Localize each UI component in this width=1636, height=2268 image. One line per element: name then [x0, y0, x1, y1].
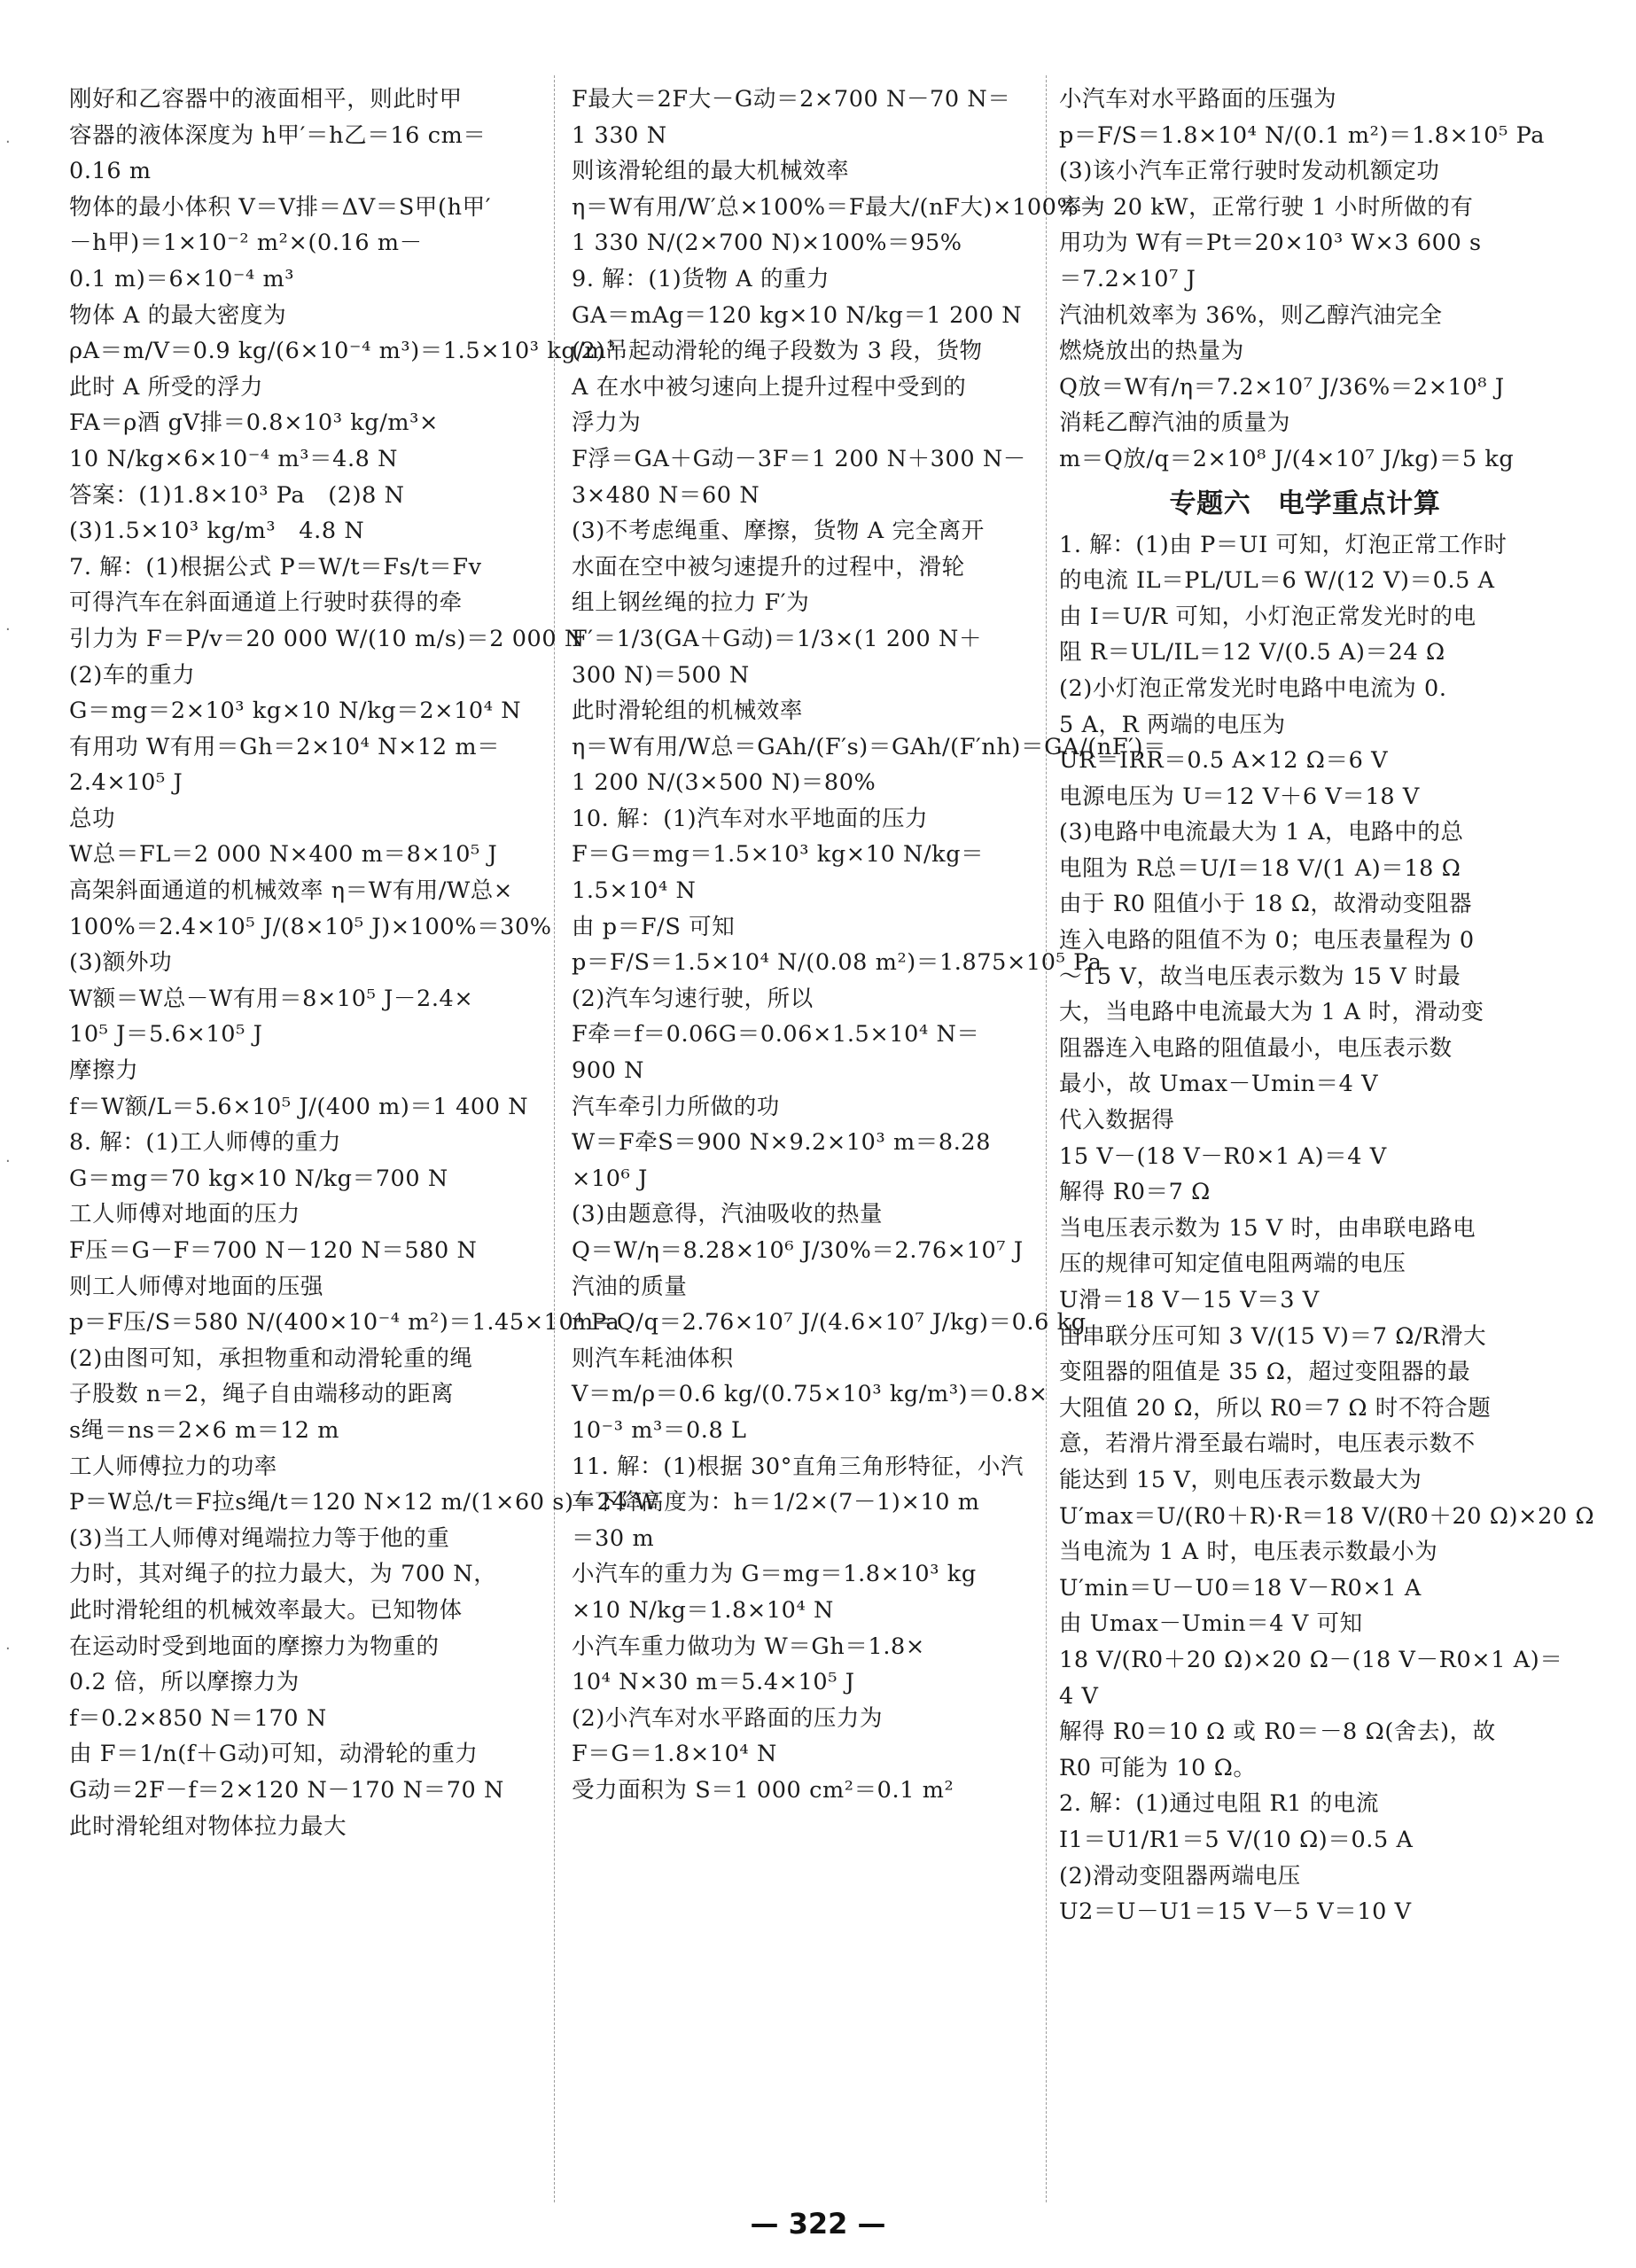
text-line: 阻器连入电路的阻值最小，电压表示数	[1059, 1034, 1453, 1062]
text-line: 18 V/(R0＋20 Ω)×20 Ω－(18 V－R0×1 A)＝	[1059, 1646, 1563, 1673]
column-divider	[1046, 75, 1047, 2202]
text-line: 意，若滑片滑至最右端时，电压表示数不	[1059, 1430, 1476, 1458]
text-line: (3)电路中电流最大为 1 A，电路中的总	[1059, 819, 1464, 846]
text-line: 5 A，R 两端的电压为	[1059, 711, 1286, 738]
text-line: 答案：(1)1.8×10³ Pa (2)8 N	[69, 481, 405, 509]
text-line: 刚好和乙容器中的液面相平，则此时甲	[69, 86, 463, 113]
text-line: 引力为 F＝P/v＝20 000 W/(10 m/s)＝2 000 N	[69, 625, 585, 652]
text-line: ～15 V，故当电压表示数为 15 V 时最	[1059, 963, 1461, 990]
text-line: (2)车的重力	[69, 661, 196, 689]
text-line: 7. 解：(1)根据公式 P＝W/t＝Fs/t＝Fv	[69, 553, 482, 581]
text-line: m＝Q放/q＝2×10⁸ J/(4×10⁷ J/kg)＝5 kg	[1059, 445, 1515, 472]
text-line: 由 F＝1/n(f＋G动)可知，动滑轮的重力	[69, 1741, 479, 1768]
text-line: 大阻值 20 Ω，所以 R0＝7 Ω 时不符合题	[1059, 1394, 1492, 1422]
text-line: U′min＝U－U0＝18 V－R0×1 A	[1059, 1574, 1422, 1602]
text-line: 0.2 倍，所以摩擦力为	[69, 1669, 300, 1696]
text-line: ρA＝m/V＝0.9 kg/(6×10⁻⁴ m³)＝1.5×10³ kg/m³	[69, 338, 617, 365]
text-line: m＝Q/q＝2.76×10⁷ J/(4.6×10⁷ J/kg)＝0.6 kg	[572, 1309, 1087, 1337]
text-line: 子股数 n＝2，绳子自由端移动的距离	[69, 1381, 455, 1408]
text-line: 变阻器的阻值是 35 Ω，超过变阻器的最	[1059, 1359, 1471, 1386]
text-line: 有用功 W有用＝Gh＝2×10⁴ N×12 m＝	[69, 733, 501, 760]
text-line: W总＝FL＝2 000 N×400 m＝8×10⁵ J	[69, 841, 498, 869]
text-line: 10⁴ N×30 m＝5.4×10⁵ J	[572, 1669, 855, 1696]
text-line: G＝mg＝2×10³ kg×10 N/kg＝2×10⁴ N	[69, 698, 522, 725]
text-line: (3)不考虑绳重、摩擦，货物 A 完全离开	[572, 518, 985, 545]
text-line: (3)该小汽车正常行驶时发动机额定功	[1059, 158, 1440, 185]
text-line: G动＝2F－f＝2×120 N－170 N＝70 N	[69, 1776, 504, 1804]
text-line: 可得汽车在斜面通道上行驶时获得的牵	[69, 589, 463, 617]
text-line: ＝30 m	[572, 1524, 655, 1552]
text-line: 由 p＝F/S 可知	[572, 913, 736, 940]
text-line: F牵＝f＝0.06G＝0.06×1.5×10⁴ N＝	[572, 1021, 980, 1048]
text-line: p＝F/S＝1.5×10⁴ N/(0.08 m²)＝1.875×10⁵ Pa	[572, 949, 1102, 977]
text-line: 连入电路的阻值不为 0；电压表量程为 0	[1059, 927, 1475, 955]
text-line: A 在水中被匀速向上提升过程中受到的	[572, 373, 967, 401]
text-line: G＝mg＝70 kg×10 N/kg＝700 N	[69, 1165, 448, 1192]
text-line: 1. 解：(1)由 P＝UI 可知，灯泡正常工作时	[1059, 531, 1507, 558]
text-line: 由串联分压可知 3 V/(15 V)＝7 Ω/R滑大	[1059, 1322, 1487, 1350]
page-number: — 322 —	[750, 2207, 886, 2241]
margin-mark: ·	[5, 133, 11, 152]
text-line: 最小，故 Umax－Umin＝4 V	[1059, 1071, 1379, 1098]
text-line: 10⁵ J＝5.6×10⁵ J	[69, 1021, 263, 1048]
text-line: 300 N)＝500 N	[572, 661, 750, 689]
text-line: I1＝U1/R1＝5 V/(10 Ω)＝0.5 A	[1059, 1826, 1414, 1853]
text-line: 3×480 N＝60 N	[572, 481, 760, 509]
text-line: V＝m/ρ＝0.6 kg/(0.75×10³ kg/m³)＝0.8×	[572, 1381, 1048, 1408]
text-line: 大，当电路中电流最大为 1 A 时，滑动变	[1059, 999, 1484, 1026]
text-line: 率为 20 kW，正常行驶 1 小时所做的有	[1059, 193, 1474, 221]
text-line: 1.5×10⁴ N	[572, 877, 697, 905]
text-line: 汽车牵引力所做的功	[572, 1093, 780, 1120]
text-line: ＝7.2×10⁷ J	[1059, 265, 1196, 292]
margin-mark: ·	[5, 1152, 11, 1171]
text-line: F′＝1/3(GA＋G动)＝1/3×(1 200 N＋	[572, 625, 983, 652]
text-line: 水面在空中被匀速提升的过程中，滑轮	[572, 553, 965, 581]
text-line: 容器的液体深度为 h甲′＝h乙＝16 cm＝	[69, 121, 487, 149]
text-line: 物体 A 的最大密度为	[69, 301, 287, 329]
column-divider	[554, 75, 555, 2202]
text-line: 4 V	[1059, 1682, 1099, 1710]
text-line: 由 I＝U/R 可知，小灯泡正常发光时的电	[1059, 603, 1476, 630]
text-line: 此时 A 所受的浮力	[69, 373, 264, 401]
section-heading: 专题六 电学重点计算	[1169, 487, 1441, 519]
text-line: Q放＝W有/η＝7.2×10⁷ J/36%＝2×10⁸ J	[1059, 373, 1505, 401]
text-line: 在运动时受到地面的摩擦力为物重的	[69, 1633, 440, 1660]
text-line: 此时滑轮组的机械效率最大。已知物体	[69, 1596, 463, 1624]
text-line: (3)1.5×10³ kg/m³ 4.8 N	[69, 518, 365, 545]
text-line: 10 N/kg×6×10⁻⁴ m³＝4.8 N	[69, 445, 399, 472]
text-line: 物体的最小体积 V＝V排＝ΔV＝S甲(h甲′	[69, 193, 492, 221]
text-line: 2. 解：(1)通过电阻 R1 的电流	[1059, 1790, 1380, 1818]
text-line: s绳＝ns＝2×6 m＝12 m	[69, 1416, 340, 1444]
text-line: 小汽车重力做功为 W＝Gh＝1.8×	[572, 1633, 925, 1660]
text-line: 阻 R＝UL/IL＝12 V/(0.5 A)＝24 Ω	[1059, 639, 1445, 666]
binding-margin	[0, 0, 27, 2268]
text-line: 1 200 N/(3×500 N)＝80%	[572, 769, 876, 797]
text-line: U′max＝U/(R0＋R)·R＝18 V/(R0＋20 Ω)×20 Ω	[1059, 1502, 1595, 1530]
text-line: R0 可能为 10 Ω。	[1059, 1754, 1257, 1781]
text-line: 11. 解：(1)根据 30°直角三角形特征，小汽	[572, 1453, 1024, 1480]
text-line: 由于 R0 阻值小于 18 Ω，故滑动变阻器	[1059, 891, 1473, 918]
text-line: (2)小汽车对水平路面的压力为	[572, 1704, 884, 1732]
text-line: F＝G＝mg＝1.5×10³ kg×10 N/kg＝	[572, 841, 985, 869]
text-line: 当电流为 1 A 时，电压表示数最小为	[1059, 1539, 1438, 1566]
text-line: 小汽车对水平路面的压强为	[1059, 86, 1337, 113]
text-line: 则该滑轮组的最大机械效率	[572, 158, 850, 185]
text-line: GA＝mAg＝120 kg×10 N/kg＝1 200 N	[572, 301, 1023, 329]
text-line: 消耗乙醇汽油的质量为	[1059, 409, 1291, 437]
text-line: 力时，其对绳子的拉力最大，为 700 N，	[69, 1561, 497, 1588]
text-line: 能达到 15 V，则电压表示数最大为	[1059, 1466, 1422, 1493]
text-line: 此时滑轮组对物体拉力最大	[69, 1812, 347, 1840]
text-line: (3)当工人师傅对绳端拉力等于他的重	[69, 1524, 450, 1552]
text-line: 燃烧放出的热量为	[1059, 338, 1244, 365]
text-line: F浮＝GA＋G动－3F＝1 200 N＋300 N－	[572, 445, 1026, 472]
text-line: 的电流 IL＝PL/UL＝6 W/(12 V)＝0.5 A	[1059, 567, 1495, 595]
text-line: 高架斜面通道的机械效率 η＝W有用/W总×	[69, 877, 513, 905]
text-line: F最大＝2F大－G动＝2×700 N－70 N＝	[572, 86, 1011, 113]
text-line: UR＝IRR＝0.5 A×12 Ω＝6 V	[1059, 747, 1389, 775]
text-line: η＝W有用/W′总×100%＝F最大/(nF大)×100%＝	[572, 193, 1102, 221]
text-line: 1 330 N/(2×700 N)×100%＝95%	[572, 230, 962, 257]
text-line: 摩擦力	[69, 1057, 139, 1085]
margin-mark: ·	[5, 620, 11, 639]
text-line: 8. 解：(1)工人师傅的重力	[69, 1129, 342, 1157]
text-line: 2.4×10⁵ J	[69, 769, 183, 797]
text-line: (2)汽车匀速行驶，所以	[572, 985, 814, 1012]
text-line: 压的规律可知定值电阻两端的电压	[1059, 1251, 1406, 1278]
text-line: (2)小灯泡正常发光时电路中电流为 0.	[1059, 674, 1447, 702]
text-line: (2)滑动变阻器两端电压	[1059, 1862, 1301, 1890]
text-line: 0.1 m)＝6×10⁻⁴ m³	[69, 265, 295, 292]
text-line: U滑＝18 V－15 V＝3 V	[1059, 1287, 1320, 1313]
text-line: 工人师傅拉力的功率	[69, 1453, 277, 1480]
text-line: ×10 N/kg＝1.8×10⁴ N	[572, 1596, 834, 1624]
text-line: p＝F压/S＝580 N/(400×10⁻⁴ m²)＝1.45×10⁴ Pa	[69, 1309, 620, 1337]
text-line: f＝W额/L＝5.6×10⁵ J/(400 m)＝1 400 N	[69, 1093, 529, 1120]
text-line: F压＝G－F＝700 N－120 N＝580 N	[69, 1237, 478, 1264]
text-line: 汽油的质量	[572, 1273, 688, 1300]
text-line: U2＝U－U1＝15 V－5 V＝10 V	[1059, 1898, 1412, 1926]
text-line: 15 V－(18 V－R0×1 A)＝4 V	[1059, 1142, 1387, 1170]
text-line: 汽油机效率为 36%，则乙醇汽油完全	[1059, 301, 1443, 329]
text-line: (2)由图可知，承担物重和动滑轮重的绳	[69, 1344, 473, 1372]
text-line: 组上钢丝绳的拉力 F′为	[572, 589, 810, 617]
text-line: f＝0.2×850 N＝170 N	[69, 1704, 327, 1732]
text-line: 工人师傅对地面的压力	[69, 1201, 301, 1228]
text-line: 受力面积为 S＝1 000 cm²＝0.1 m²	[572, 1776, 954, 1804]
text-line: 当电压表示数为 15 V 时，由串联电路电	[1059, 1214, 1476, 1242]
text-line: 则工人师傅对地面的压强	[69, 1273, 324, 1300]
text-line: Q＝W/η＝8.28×10⁶ J/30%＝2.76×10⁷ J	[572, 1237, 1024, 1264]
text-line: 代入数据得	[1059, 1107, 1175, 1134]
text-line: ×10⁶ J	[572, 1165, 648, 1192]
text-line: 10. 解：(1)汽车对水平地面的压力	[572, 805, 929, 832]
text-line: 1 330 N	[572, 121, 667, 149]
text-line: η＝W有用/W总＝GAh/(F′s)＝GAh/(F′nh)＝GA/(nF′)＝	[572, 733, 1167, 760]
text-line: F＝G＝1.8×10⁴ N	[572, 1741, 777, 1768]
text-line: 10⁻³ m³＝0.8 L	[572, 1416, 747, 1444]
text-line: p＝F/S＝1.8×10⁴ N/(0.1 m²)＝1.8×10⁵ Pa	[1059, 121, 1546, 149]
text-line: 此时滑轮组的机械效率	[572, 698, 804, 725]
text-line: 解得 R0＝10 Ω 或 R0＝－8 Ω(舍去)，故	[1059, 1719, 1496, 1746]
text-line: (3)额外功	[69, 949, 173, 977]
text-line: 小汽车的重力为 G＝mg＝1.8×10³ kg	[572, 1561, 977, 1588]
text-line: 用功为 W有＝Pt＝20×10³ W×3 600 s	[1059, 230, 1482, 257]
text-line: W额＝W总－W有用＝8×10⁵ J－2.4×	[69, 985, 474, 1012]
text-line: 电源电压为 U＝12 V＋6 V＝18 V	[1059, 783, 1420, 810]
text-line: －h甲)＝1×10⁻² m²×(0.16 m－	[69, 230, 423, 257]
text-line: (2)吊起动滑轮的绳子段数为 3 段，货物	[572, 338, 983, 365]
text-line: 浮力为	[572, 409, 642, 437]
text-line: 车下降高度为：h＝1/2×(7－1)×10 m	[572, 1489, 980, 1516]
text-line: 总功	[69, 805, 116, 832]
text-line: 100%＝2.4×10⁵ J/(8×10⁵ J)×100%＝30%	[69, 913, 552, 940]
text-line: FA＝ρ酒 gV排＝0.8×10³ kg/m³×	[69, 409, 439, 437]
text-line: W＝F牵S＝900 N×9.2×10³ m＝8.28	[572, 1129, 992, 1157]
text-line: P＝W总/t＝F拉s绳/t＝120 N×12 m/(1×60 s)＝24 W	[69, 1489, 658, 1516]
margin-mark: ·	[5, 1640, 11, 1658]
text-line: 解得 R0＝7 Ω	[1059, 1179, 1211, 1206]
text-line: 电阻为 R总＝U/I＝18 V/(1 A)＝18 Ω	[1059, 854, 1461, 882]
text-line: 0.16 m	[69, 158, 152, 185]
text-line: 由 Umax－Umin＝4 V 可知	[1059, 1610, 1363, 1638]
text-line: (3)由题意得，汽油吸收的热量	[572, 1201, 884, 1228]
text-line: 则汽车耗油体积	[572, 1344, 734, 1372]
text-line: 9. 解：(1)货物 A 的重力	[572, 265, 830, 292]
column-right	[1059, 82, 1595, 1930]
text-line: 900 N	[572, 1057, 645, 1085]
